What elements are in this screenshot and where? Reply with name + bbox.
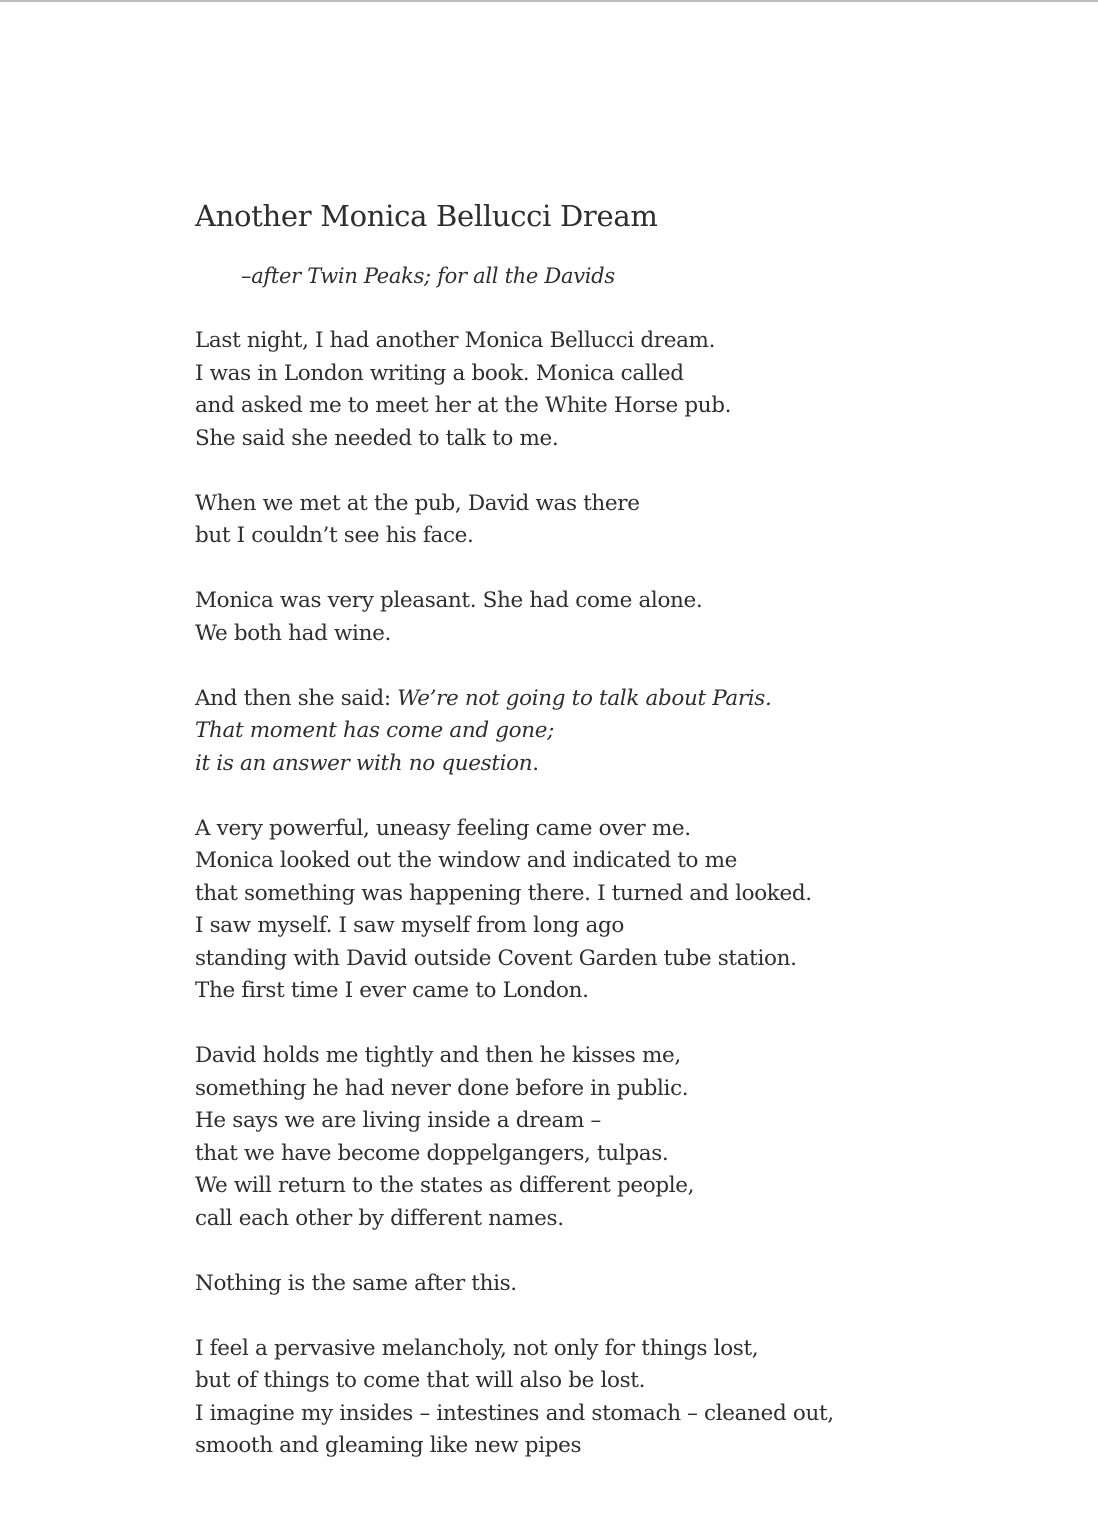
poem-line: Monica looked out the window and indicated to me	[195, 848, 738, 873]
poem-line: Monica was very pleasant. She had come alone.	[195, 588, 703, 613]
poem-line: I imagine my insides – intestines and stomach – cleaned out,	[195, 1400, 834, 1426]
poem-line: I saw myself. I saw myself from long ago	[195, 913, 625, 938]
stanza-5	[195, 813, 995, 1008]
poem-line	[195, 715, 995, 748]
poem-line: something he had never done before in public.	[195, 1075, 689, 1101]
poem-line: Nothing is the same after this.	[195, 1270, 517, 1296]
poem-line: but I couldn’t see his face.	[195, 523, 474, 548]
poem-body	[195, 325, 995, 1463]
quoted-speech: it is an answer with no question	[195, 750, 533, 776]
poem-line: He says we are living inside a dream –	[195, 1108, 601, 1133]
page-top-edge	[0, 0, 1098, 2]
poem-line: She said she needed to talk to me.	[195, 425, 559, 451]
poem-epigraph: –after Twin Peaks; for all the Davids	[241, 264, 615, 288]
poem-line: When we met at the pub, David was there	[195, 490, 640, 516]
stanza-2	[195, 488, 995, 553]
stanza-7	[195, 1268, 995, 1301]
poem-line	[195, 683, 995, 716]
poem-line-plain: And then she said:	[195, 685, 398, 711]
poem-line: smooth and gleaming like new pipes	[195, 1433, 582, 1458]
poem-title: Another Monica Bellucci Dream	[195, 199, 658, 233]
poem-line: A very powerful, uneasy feeling came over me.	[195, 815, 691, 841]
poem-line: I was in London writing a book. Monica called	[195, 360, 684, 386]
stanza-8	[195, 1333, 995, 1463]
poem-line: We both had wine.	[195, 620, 391, 646]
stanza-1	[195, 325, 995, 455]
poem-line: The first time I ever came to London.	[195, 978, 589, 1003]
poem-line: I feel a pervasive melancholy, not only for things lost,	[195, 1335, 759, 1361]
stanza-4	[195, 683, 995, 781]
poem-line: We will return to the states as different people,	[195, 1173, 695, 1198]
poem-line: standing with David outside Covent Garden tube station.	[195, 945, 797, 971]
stanza-6	[195, 1040, 995, 1235]
poem-line: David holds me tightly and then he kisses me,	[195, 1043, 681, 1068]
poem-line: that something was happening there. I turned and looked.	[195, 880, 812, 906]
poem-line: call each other by different names.	[195, 1205, 564, 1231]
quoted-speech: We’re not going to talk about Paris.	[397, 685, 772, 711]
poem-line: but of things to come that will also be lost.	[195, 1368, 646, 1393]
poem-line: Last night, I had another Monica Bellucci dream.	[195, 328, 716, 353]
poem-page	[195, 196, 995, 1495]
quoted-speech: That moment has come and gone;	[195, 718, 554, 743]
poem-line: that we have become doppelgangers, tulpas.	[195, 1140, 669, 1166]
stanza-3	[195, 585, 995, 650]
poem-line	[195, 748, 995, 781]
poem-line: and asked me to meet her at the White Horse pub.	[195, 393, 732, 418]
poem-line-punctuation: .	[532, 750, 539, 776]
